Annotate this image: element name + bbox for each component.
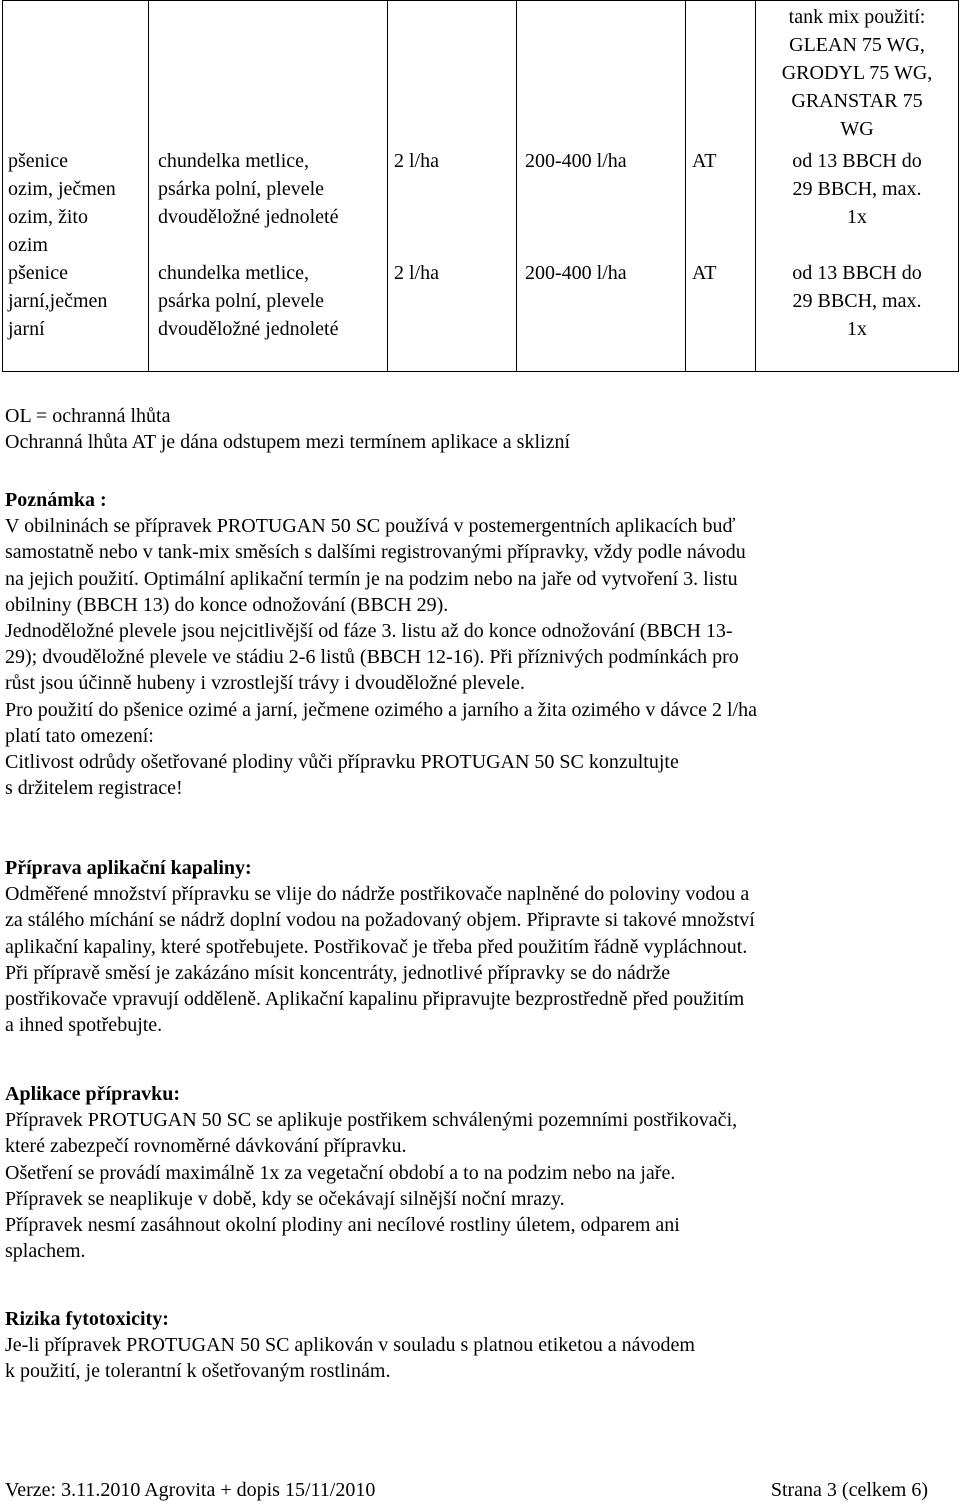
table-row-2-water: 200-400 l/ha	[525, 262, 627, 284]
preparation-line: Při přípravě směsí je zakázáno mísit koncentráty, jednotlivé přípravky se do nádrže	[5, 961, 671, 984]
table-row-1-note: od 13 BBCH do 29 BBCH, max. 1x	[792, 150, 922, 228]
table-column-divider	[685, 0, 686, 372]
preparation-heading: Příprava aplikační kapaliny:	[5, 857, 252, 879]
application-section	[5, 1081, 737, 1264]
note-line: obilniny (BBCH 13) do konce odnožování (BBCH 29).	[5, 593, 449, 616]
dosage-table	[2, 0, 959, 372]
preparation-line: za stálého míchání se nádrž doplní vodou na požadovaný objem. Připravte si takové množství	[5, 909, 755, 932]
preparation-line: Odměřené množství přípravku se vlije do nádrže postřikovače naplněné do poloviny vodou a	[5, 883, 750, 906]
table-row-1-dose: 2 l/ha	[394, 150, 439, 172]
note-line: Citlivost odrůdy ošetřované plodiny vůči přípravku PROTUGAN 50 SC konzultujte	[5, 751, 679, 774]
table-row-1-crop: pšenice ozim, ječmen ozim, žito ozim	[8, 150, 116, 256]
application-line: Přípravek se neaplikuje v době, kdy se očekávají silnější noční mrazy.	[5, 1187, 565, 1210]
table-row-2-dose: 2 l/ha	[394, 262, 439, 284]
table-row-2-note: od 13 BBCH do 29 BBCH, max. 1x	[792, 262, 922, 340]
table-row-1-water: 200-400 l/ha	[525, 150, 627, 172]
application-line: splachem.	[5, 1240, 86, 1263]
footer-version: Verze: 3.11.2010 Agrovita + dopis 15/11/2010	[5, 1479, 376, 1501]
note-line: růst jsou účinně hubeny i vzrostlejší trávy i dvouděložné plevele.	[5, 672, 525, 695]
application-line: které zabezpečí rovnoměrné dávkování přípravku.	[5, 1135, 407, 1158]
table-row-1-ol: AT	[692, 150, 717, 172]
note-heading: Poznámka :	[5, 489, 107, 511]
ol-definition: OL = ochranná lhůta	[5, 405, 171, 427]
table-border-bottom	[2, 371, 959, 372]
table-border-left	[2, 0, 3, 372]
note-line: 29); dvouděložné plevele ve stádiu 2-6 listů (BBCH 12-16). Při příznivých podmínkách pro	[5, 646, 739, 669]
legend	[5, 403, 570, 455]
table-column-divider	[516, 0, 517, 372]
footer-page-number: Strana 3 (celkem 6)	[770, 1479, 928, 1501]
table-row-2-crop: pšenice jarní,ječmen jarní	[8, 262, 108, 340]
preparation-line: a ihned spotřebujte.	[5, 1014, 163, 1037]
phytotoxicity-heading: Rizika fytotoxicity:	[5, 1308, 169, 1330]
note-line: Jednoděložné plevele jsou nejcitlivější od fáze 3. listu až do konce odnožování (BBCH 13-	[5, 620, 733, 643]
note-line: na jejich použití. Optimální aplikační termín je na podzim nebo na jaře od vytvoření 3. listu	[5, 567, 738, 590]
application-line: Přípravek nesmí zasáhnout okolní plodiny ani necílové rostliny úletem, odparem ani	[5, 1214, 680, 1237]
application-line: Ošetření se provádí maximálně 1x za vegetační období a to na podzim nebo na jaře.	[5, 1161, 676, 1184]
table-column-divider	[148, 0, 149, 372]
phytotoxicity-line: k použití, je tolerantní k ošetřovaným rostlinám.	[5, 1360, 391, 1383]
note-line: Pro použití do pšenice ozimé a jarní, ječmene ozimého a jarního a žita ozimého v dávce 2 l/ha	[5, 698, 757, 721]
note-section	[5, 487, 757, 801]
table-row-1-target: chundelka metlice, psárka polní, plevele dvouděložné jednoleté	[158, 150, 339, 228]
application-line: Přípravek PROTUGAN 50 SC se aplikuje postřikem schválenými pozemními postřikovači,	[5, 1109, 738, 1132]
table-border-right	[958, 0, 959, 372]
table-column-divider	[387, 0, 388, 372]
preparation-line: aplikační kapaliny, které spotřebujete. Postřikovač je třeba před použitím řádně vypláchnout.	[5, 935, 748, 958]
table-row-2-ol: AT	[692, 262, 717, 284]
at-definition: Ochranná lhůta AT je dána odstupem mezi termínem aplikace a sklizní	[5, 431, 570, 454]
preparation-section	[5, 855, 755, 1038]
preparation-line: postřikovače vpravují odděleně. Aplikační kapalinu připravujte bezprostředně před použitím	[5, 988, 745, 1011]
note-line: platí tato omezení:	[5, 724, 154, 747]
tank-mix-note: tank mix použití: GLEAN 75 WG, GRODYL 75 WG, GRANSTAR 75 WG	[781, 6, 933, 140]
phytotoxicity-line: Je-li přípravek PROTUGAN 50 SC aplikován v souladu s platnou etiketou a návodem	[5, 1334, 695, 1357]
application-heading: Aplikace přípravku:	[5, 1083, 181, 1105]
table-border-top	[2, 0, 959, 1]
note-line: samostatně nebo v tank-mix směsích s dalšími registrovanými přípravky, vždy podle návodu	[5, 541, 746, 564]
note-line: s držitelem registrace!	[5, 777, 183, 800]
note-line: V obilninách se přípravek PROTUGAN 50 SC používá v postemergentních aplikacích buď	[5, 515, 736, 538]
table-row-2-target: chundelka metlice, psárka polní, plevele dvouděložné jednoleté	[158, 262, 339, 340]
phytotoxicity-section	[5, 1306, 695, 1385]
